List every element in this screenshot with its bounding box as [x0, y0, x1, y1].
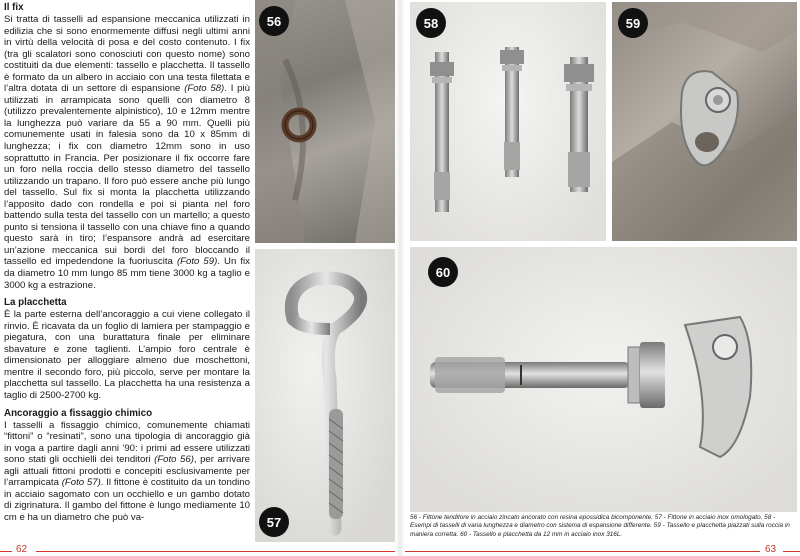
left-page — [0, 0, 395, 556]
footer-line — [405, 551, 760, 552]
page-number-right: 63 — [765, 544, 777, 555]
book-gutter — [395, 0, 405, 556]
page-number-left: 62 — [16, 544, 28, 555]
heading-la-placchetta: La placchetta — [4, 297, 67, 309]
photo-badge-57: 57 — [259, 507, 289, 537]
photo-badge-60: 60 — [428, 257, 458, 287]
photo-badge-56: 56 — [259, 6, 289, 36]
three-anchor-bolts-image — [410, 2, 606, 241]
photo-badge-58: 58 — [416, 8, 446, 38]
figure-caption: 56 - Fittone tenditore in acciaio zincato ancorato con resina epossidica bicomponente. 57 - Fittone in acciaio inox omologato. 58 - Esempi di tasselli di varia lunghezza e diametro con sistema di espansione differente. 59 - Tassello e placchetta piazzati sulla roccia in maniera corretta. 60 - Tassello e placchetta da 12 mm in acciaio inox 316L. — [410, 514, 790, 538]
glue-in-bolt-image — [255, 249, 395, 542]
footer-line — [783, 551, 800, 552]
photo-56 — [255, 0, 395, 243]
footer-line — [36, 551, 395, 552]
photo-badge-59: 59 — [618, 8, 648, 38]
heading-fissaggio-chimico: Ancoraggio a fissaggio chimico — [4, 407, 153, 419]
heading-il-fix: Il fix — [4, 2, 24, 13]
paragraph-la-placchetta: È la parte esterna dell’ancoraggio a cui viene collegato il rinvio. È ricavata da un foglio di lamiera per stampaggio e piegatura, con una burattatura finale per eliminare sbavature e zone taglienti. L’ampio foro centrale è dimensionato per alloggiare almeno due moschettoni, mentre il secondo foro, più piccolo, serve per montare la placchetta sul tassello. La placchetta ha una resistenza a taglio di 2500-2700 kg. — [4, 309, 250, 401]
bolt-and-hanger-image — [410, 247, 797, 512]
photo-59 — [612, 2, 797, 241]
paragraph-il-fix: Si tratta di tasselli ad espansione meccanica utilizzati in edilizia che si sono enormemente diffusi negli ultimi anni in virtù della velocità di posa e del costo contenuto. I fix (tra gli scalatori sono conosciuti con questo nome) sono costituiti da due elementi: tassello e placchetta. Il tassello è formato da un albero in acciaio con una testa filettata e l’altra dotata di un settore di espansione (Foto 58). I più utilizzati in arrampicata sono quelli con diametro 8 (utilizzo prevalentemente alpinistico), 10 e 12mm mentre la lunghezza può variare da 55 a 90 mm. Quelli più comunemente usati in falesia sono da 10 x 85mm di lunghezza; i fix con diametro 12mm sono in uso soprattutto in Francia. Per posizionare il fix occorre fare un foro nella roccia dello stesso diametro del tassello utilizzando un trapano. Il foro può essere anche più lungo del tassello. Sul fix si monta la placchetta utilizzando l’apposito dado con rondella e poi si pianta nel foro battendo sulla testa del tassello con un martello; a questo punto si tensiona il tassello con una chiave fino a quando questo sarà in tiro; l’espansore andrà ad esercitare un’azione meccanica sui bordi del foro bloccando il tassello ed impedendone la fuoriuscita (Foto 59). Un fix da diametro 10 mm lungo 85 mm tiene 3000 kg a taglio e 3000 kg a estrazione. — [4, 14, 250, 291]
hanger-on-rock-image — [612, 2, 797, 241]
eye-bolt-in-rock-image — [255, 0, 395, 243]
photo-57 — [255, 249, 395, 542]
photo-60 — [410, 247, 797, 512]
photo-58 — [410, 2, 606, 241]
text-column — [4, 2, 250, 529]
footer-line — [0, 551, 12, 552]
paragraph-fissaggio-chimico: I tasselli a fissaggio chimico, comunemente chiamati “fittoni” o “resinati”, sono una tipologia di ancoraggio già in voga a partire dagli anni ’90: i primi ad essere utilizzati sono stati gli occhielli dei tenditori (Foto 56), per arrivare agli attuali fittoni prodotti e concepiti esclusivamente per l’arrampicata (Foto 57). Il fittone è costituito da un tondino in acciaio sagomato con un occhiello e un gambo dotato di zigrinatura. Il gambo del fittone è lungo mediamente 10 cm e ha un diametro che può va- — [4, 419, 250, 523]
